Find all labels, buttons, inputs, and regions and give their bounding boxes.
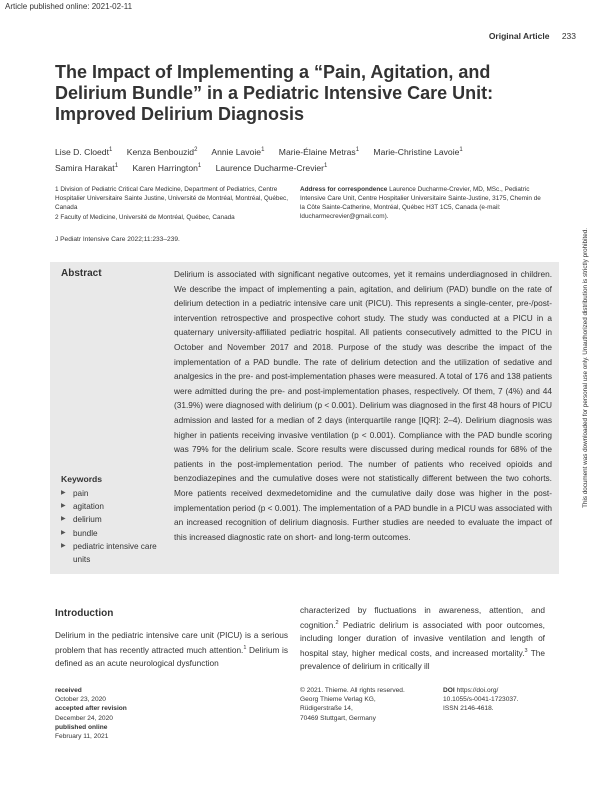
section-label: Original Article xyxy=(488,31,550,41)
download-notice xyxy=(582,228,595,578)
author: Lise D. Cloedt$^1$ xyxy=(55,146,113,157)
author: Kenza Benbouzid$^2$ xyxy=(126,146,198,157)
keyword: ▶ bundle xyxy=(61,527,171,540)
author: Annie Lavoie$^1$ xyxy=(211,146,265,157)
doi-block: DOI https://doi.org/ 10.1055/s-0041-1723037. ISSN 2146-4618. xyxy=(443,687,519,713)
introduction-right-column: characterized by fluctuations in awareness, attention, and cognition.$^2$ Pediatric delirium is associated with poor outcomes, including longer duration of invasive ventilation and length of hospital stay, higher medical costs, and increased mortality.$^3$ The prevalence of delirium in critically ill xyxy=(300,605,546,672)
received-date: October 23, 2020 xyxy=(55,696,106,704)
article-title: The Impact of Implementing a “Pain, Agitation, and Delirium Bundle” in a Pediatric Intensive Care Unit: Improved Delirium Diagnosis xyxy=(55,62,494,124)
keywords-list xyxy=(61,487,171,566)
introduction-heading: Introduction xyxy=(55,608,114,619)
author: Marie-Élaine Metras$^1$ xyxy=(278,146,360,157)
correspondence-label: Address for correspondence xyxy=(300,186,388,193)
copyright-block: © 2021. Thieme. All rights reserved. Georg Thieme Verlag KG, Rüdigerstraße 14, 70469 Stuttgart, Germany xyxy=(300,687,405,722)
author: Karen Harrington$^1$ xyxy=(132,162,202,173)
introduction-left-column: Delirium in the pediatric intensive care unit (PICU) is a serious problem that has recently attracted much attention.$^1$ Delirium is defined as an acute neurological dysfunction xyxy=(55,630,288,669)
affiliations xyxy=(55,185,290,223)
published-online-line: Article published online: 2021-02-11 xyxy=(5,2,133,11)
doi-link[interactable]: https://doi.org/ xyxy=(456,687,499,694)
accepted-label: accepted after revision xyxy=(55,705,127,713)
page-number: 233 xyxy=(561,31,576,41)
keywords-heading: Keywords xyxy=(61,474,103,484)
keyword: ▶ agitation xyxy=(61,500,171,513)
keyword: ▶ delirium xyxy=(61,513,171,526)
journal-reference: J Pediatr Intensive Care 2022;11:233–239. xyxy=(55,236,180,243)
article-dates xyxy=(55,686,185,741)
author: Samira Harakat$^1$ xyxy=(55,162,119,173)
running-header xyxy=(489,31,576,41)
affiliation-1: 1 Division of Pediatric Critical Care Medicine, Department of Pediatrics, Centre Hospitalier Universitaire Sainte Justine, Université de Montréal, Montréal, Québec, Canada xyxy=(55,186,289,211)
published-date: February 11, 2021 xyxy=(55,733,109,741)
keyword: ▶ pain xyxy=(61,487,171,500)
accepted-date: December 24, 2020 xyxy=(55,714,113,722)
correspondence xyxy=(300,185,545,221)
author: Marie-Christine Lavoie$^1$ xyxy=(373,146,463,157)
abstract-heading: Abstract xyxy=(61,268,102,279)
affiliation-2: 2 Faculty of Medicine, Université de Montréal, Québec, Canada xyxy=(55,214,235,221)
download-notice-text: This document was downloaded for personal use only. Unauthorized distribution is strictly prohibited. xyxy=(582,228,589,508)
author: Laurence Ducharme-Crevier$^1$ xyxy=(215,162,328,173)
received-label: received xyxy=(55,687,82,694)
correspondence-text: Laurence Ducharme-Crevier, MD, MSc., Pediatric Intensive Care Unit, Centre Hospitalier Universitaire Sainte-Justine, 3175, Chemin de la Côte Sainte-Catherine, Montréal, Québec H3T 1C5, Canada (e-mail: lducharmecrevier@gmail.com). xyxy=(300,186,541,220)
author-list xyxy=(55,143,545,175)
keyword: ▶ pediatric intensive care units xyxy=(61,540,171,566)
published-label: published online xyxy=(55,723,108,731)
abstract-text: Delirium is associated with significant negative outcomes, yet it remains underdiagnosed in children. We describe the impact of implementing a pain, agitation, and delirium (PAD) bundle on the rate of delirium detection in a pediatric intensive care unit (PICU). This represents a single-center, pre-/post-intervention retrospective and prospective cohort study. The study was conducted at a PICU in a quaternary university-affiliated pediatric hospital. All patients consecutively admitted to the PICU in October and November 2017 and 2018. Purpose of the study was describe the impact of the implementation of a PAD bundle. The rate of delirium detection and the utilization of sedative and analgesics in the pre- and post-implementation phases were measured. A total of 176 and 138 patients were admitted during the pre- and post-implementation phases, respectively. Of them, 7 (4%) and 44 (31.9%) were diagnosed with delirium (p < 0.001). Delirium was diagnosed in the first 48 hours of PICU admission and lasted for a median of 2 days (interquartile range [IQR]: 2–4). Delirium diagnosis was higher in patients receiving invasive ventilation (p < 0.001). Compliance with the PAD bundle scoring was 79% for the delirium scale. Score results were discussed during medical rounds for 68% of the patients in the post-implementation period. The number of patients who received opioids and benzodiazepines and the cumulative doses were not statistically different between the two cohorts. More patients received dexmedetomidine and the cumulative daily dose was higher in the post-implementation period (p < 0.001). The implementation of a PAD bundle in a PICU was associated with an increased recognition of delirium diagnosis. Further studies are needed to evaluate the impact of this increased diagnostic rate on short- and long-term outcomes. xyxy=(174,269,552,542)
